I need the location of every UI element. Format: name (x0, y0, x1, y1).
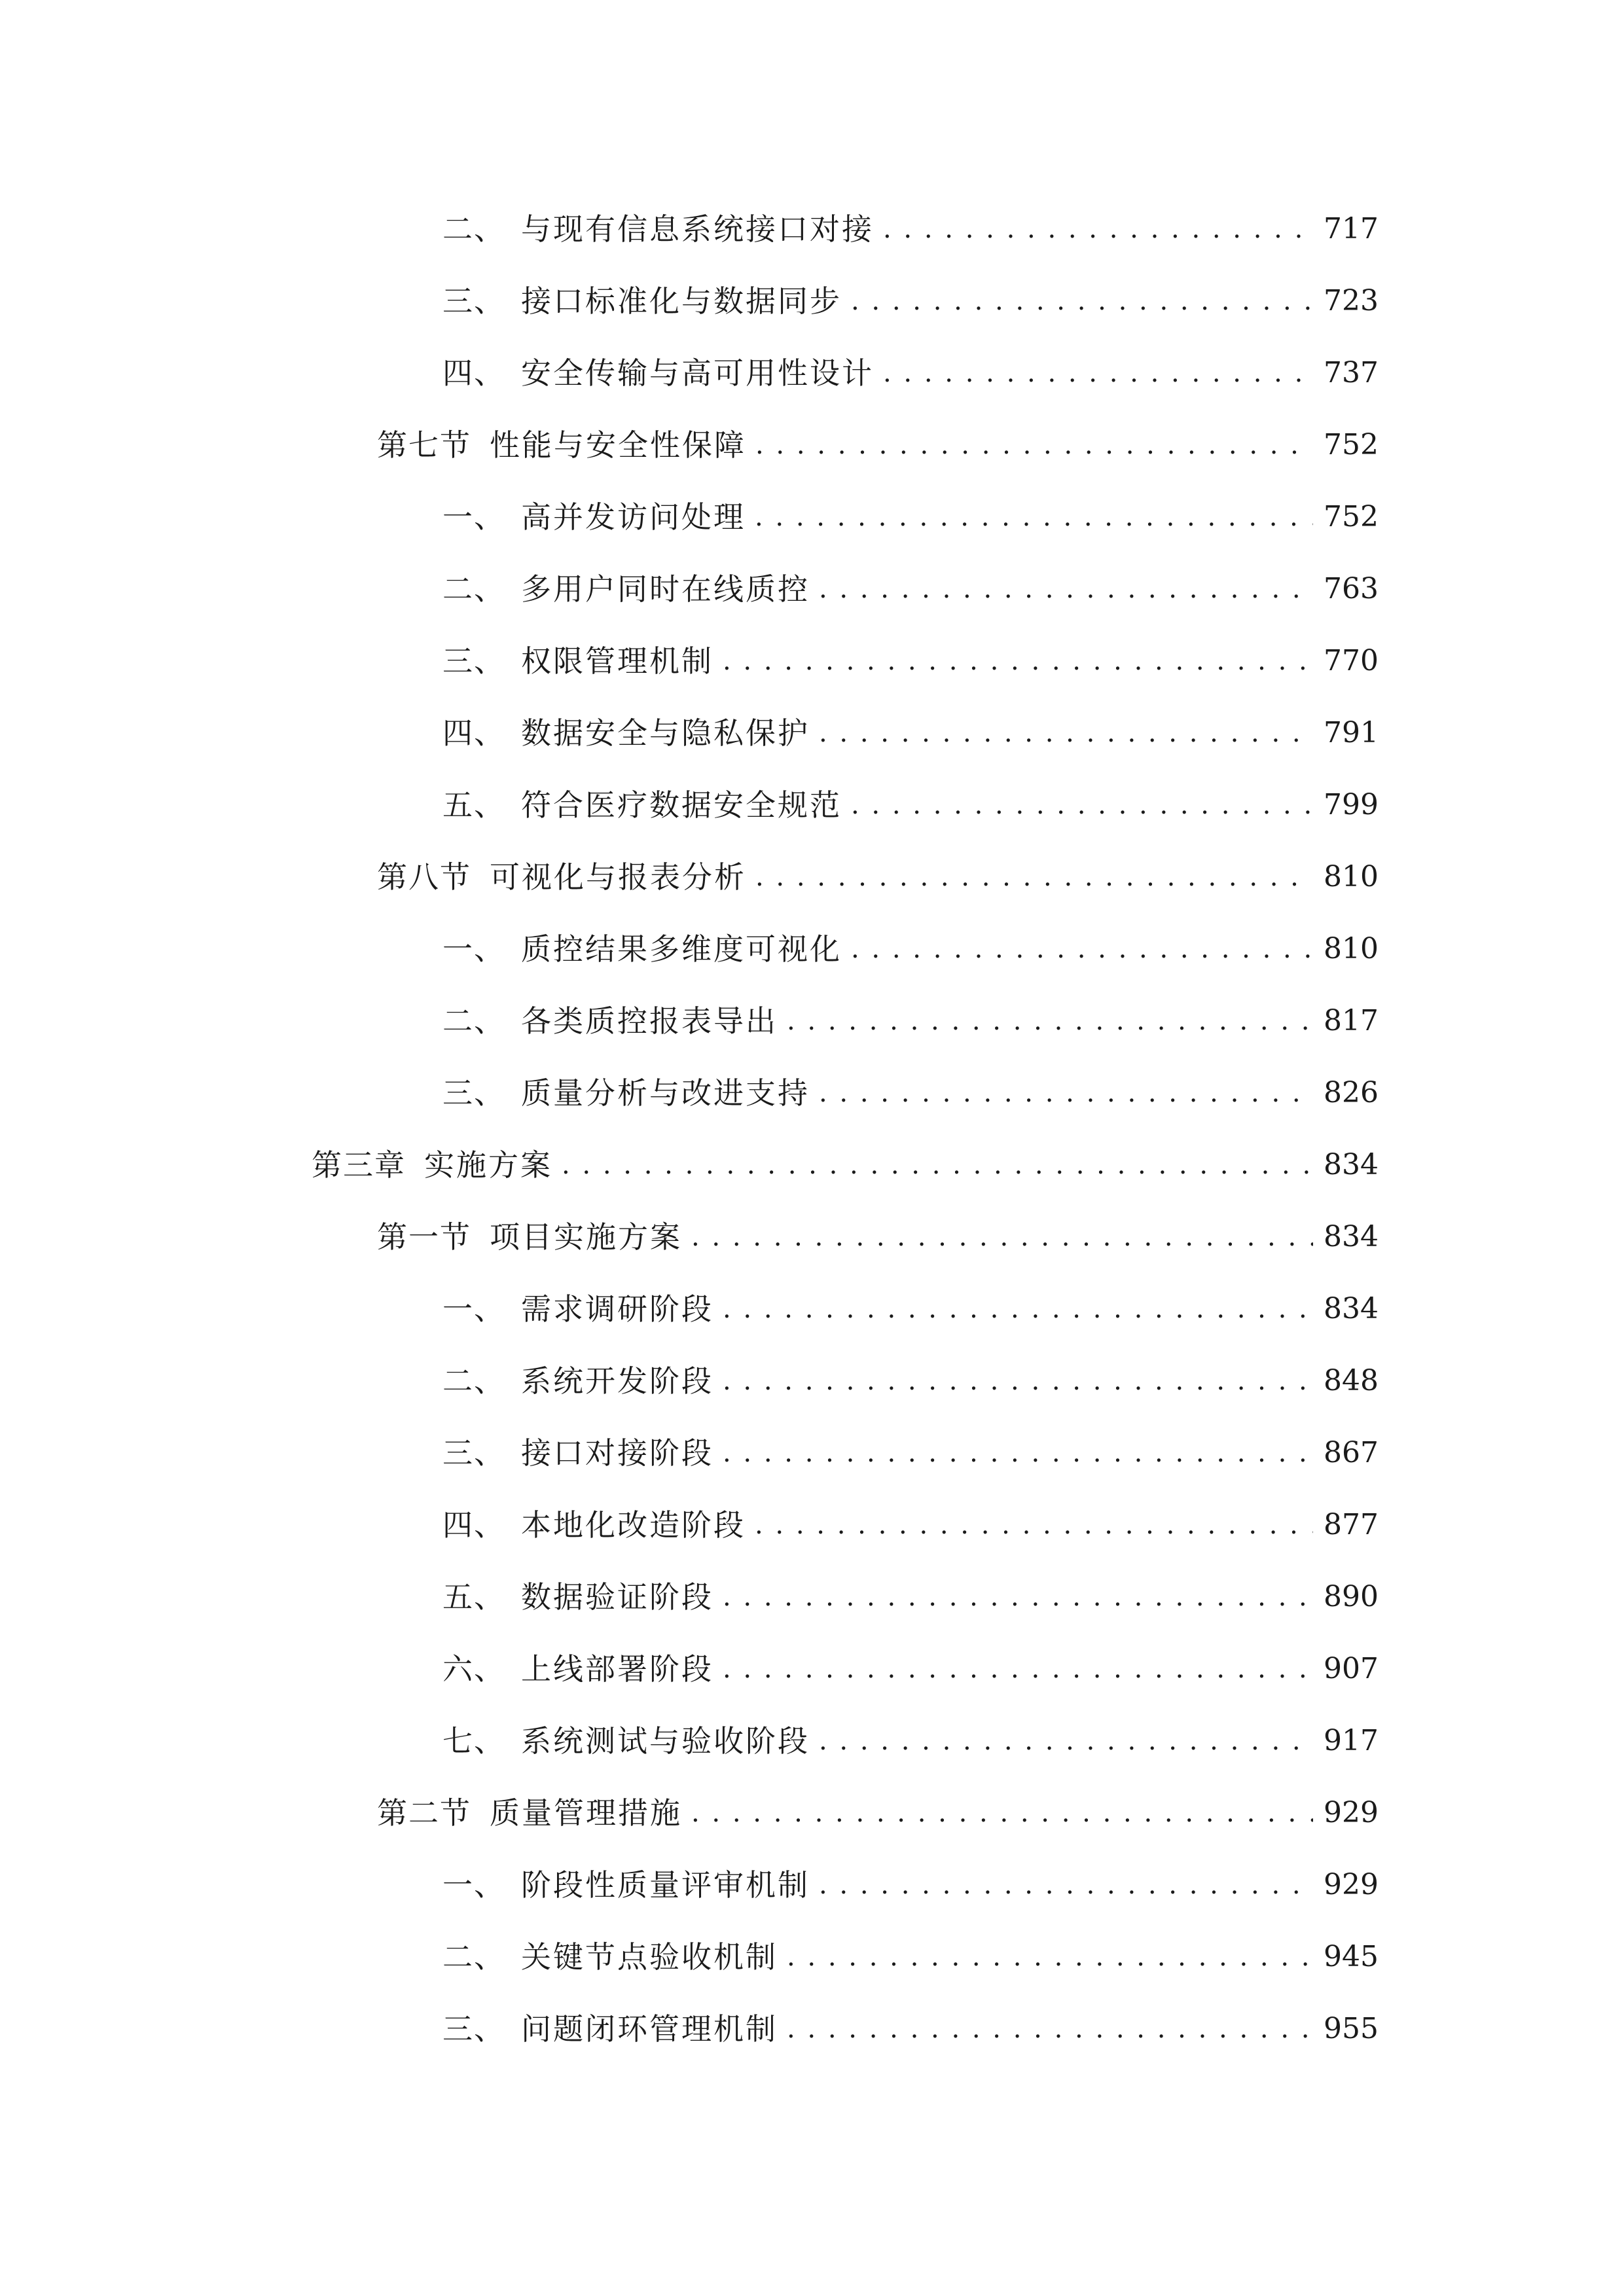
toc-entry-title: 关键节点验收机制 (521, 1939, 778, 1975)
toc-entry-page: 890 (1324, 1580, 1379, 1613)
toc-entry-number: 四、 (442, 1507, 505, 1543)
toc-entry-title: 系统测试与验收阶段 (521, 1723, 810, 1759)
toc-entry[interactable] (442, 995, 1379, 1047)
toc-dot-leader (723, 1571, 1313, 1623)
toc-entry-number: 第二节 (377, 1795, 471, 1831)
toc-dot-leader (787, 995, 1313, 1047)
toc-entry[interactable] (442, 1931, 1379, 1983)
toc-dot-leader (723, 1283, 1313, 1335)
toc-entry-title: 接口对接阶段 (521, 1435, 713, 1471)
toc-dot-leader (755, 1499, 1313, 1551)
toc-entry-title: 多用户同时在线质控 (521, 571, 810, 607)
toc-entry-page: 929 (1324, 1868, 1379, 1901)
toc-entry-title: 安全传输与高可用性设计 (521, 355, 874, 391)
toc-entry-number: 三、 (442, 1435, 505, 1471)
toc-entry-number: 第三章 (312, 1147, 406, 1183)
toc-entry-page: 834 (1324, 1220, 1379, 1253)
toc-dot-leader (723, 1643, 1313, 1695)
toc-entry-number: 一、 (442, 499, 505, 535)
toc-section-entry[interactable] (377, 851, 1379, 903)
toc-entry[interactable] (442, 923, 1379, 975)
toc-entry-page: 799 (1324, 788, 1379, 821)
toc-entry-number: 五、 (442, 787, 505, 823)
toc-dot-leader (819, 1715, 1313, 1767)
toc-entry-title: 实施方案 (424, 1147, 552, 1183)
toc-dot-leader (755, 491, 1313, 543)
toc-entry-title: 性能与安全性保障 (490, 427, 746, 463)
toc-entry-number: 一、 (442, 1291, 505, 1327)
toc-dot-leader (851, 275, 1313, 327)
toc-dot-leader (883, 347, 1313, 399)
toc-entry-page: 791 (1324, 716, 1379, 749)
toc-entry-title: 权限管理机制 (521, 643, 713, 679)
toc-entry-page: 877 (1324, 1508, 1379, 1541)
toc-dot-leader (787, 2003, 1313, 2055)
toc-entry-number: 第八节 (377, 859, 471, 895)
toc-entry[interactable] (442, 1715, 1379, 1767)
toc-section-entry[interactable] (377, 1787, 1379, 1839)
toc-entry-number: 第七节 (377, 427, 471, 463)
toc-entry-page: 817 (1324, 1004, 1379, 1037)
toc-entry[interactable] (442, 1283, 1379, 1335)
toc-entry[interactable] (442, 275, 1379, 327)
toc-dot-leader (819, 1067, 1313, 1119)
toc-chapter-entry[interactable] (312, 1139, 1379, 1191)
toc-section-entry[interactable] (377, 1211, 1379, 1263)
toc-entry-page: 929 (1324, 1796, 1379, 1829)
toc-entry[interactable] (442, 779, 1379, 831)
toc-entry-title: 本地化改造阶段 (521, 1507, 746, 1543)
toc-entry-page: 810 (1324, 860, 1379, 893)
toc-dot-leader (819, 1859, 1313, 1911)
toc-entry-number: 七、 (442, 1723, 505, 1759)
toc-entry-number: 二、 (442, 211, 505, 247)
toc-entry-title: 项目实施方案 (490, 1219, 682, 1255)
toc-entry-page: 752 (1324, 428, 1379, 461)
toc-dot-leader (819, 707, 1313, 759)
toc-entry-page: 907 (1324, 1652, 1379, 1685)
toc-entry-title: 高并发访问处理 (521, 499, 746, 535)
toc-entry[interactable] (442, 203, 1379, 255)
toc-entry-number: 六、 (442, 1651, 505, 1687)
toc-entry[interactable] (442, 1499, 1379, 1551)
toc-entry-page: 723 (1324, 284, 1379, 317)
toc-entry-title: 需求调研阶段 (521, 1291, 713, 1327)
toc-entry-number: 二、 (442, 571, 505, 607)
toc-dot-leader (787, 1931, 1313, 1983)
toc-dot-leader (562, 1139, 1313, 1191)
toc-entry-title: 质控结果多维度可视化 (521, 931, 842, 967)
toc-dot-leader (723, 1355, 1313, 1407)
toc-entry-page: 917 (1324, 1724, 1379, 1757)
toc-entry-title: 接口标准化与数据同步 (521, 283, 842, 319)
toc-entry-title: 各类质控报表导出 (521, 1003, 778, 1039)
toc-entry-page: 810 (1324, 932, 1379, 965)
toc-entry[interactable] (442, 1571, 1379, 1623)
toc-entry-title: 可视化与报表分析 (490, 859, 746, 895)
toc-entry-page: 763 (1324, 572, 1379, 605)
toc-dot-leader (851, 923, 1313, 975)
toc-entry[interactable] (442, 1643, 1379, 1695)
toc-dot-leader (755, 419, 1313, 471)
toc-entry-number: 二、 (442, 1939, 505, 1975)
toc-dot-leader (819, 563, 1313, 615)
toc-entry-title: 阶段性质量评审机制 (521, 1867, 810, 1903)
toc-entry-page: 955 (1324, 2012, 1379, 2045)
toc-entry[interactable] (442, 635, 1379, 687)
toc-entry-title: 质量分析与改进支持 (521, 1075, 810, 1111)
toc-entry-number: 五、 (442, 1579, 505, 1615)
toc-entry-title: 质量管理措施 (490, 1795, 682, 1831)
toc-entry-page: 752 (1324, 500, 1379, 533)
toc-entry-number: 第一节 (377, 1219, 471, 1255)
toc-entry[interactable] (442, 347, 1379, 399)
toc-entry-number: 二、 (442, 1003, 505, 1039)
toc-entry[interactable] (442, 1067, 1379, 1119)
toc-entry-number: 一、 (442, 931, 505, 967)
toc-entry-page: 867 (1324, 1436, 1379, 1469)
toc-entry-page: 770 (1324, 644, 1379, 677)
toc-entry-page: 945 (1324, 1940, 1379, 1973)
toc-dot-leader (851, 779, 1313, 831)
toc-entry-page: 737 (1324, 356, 1379, 389)
toc-section-entry[interactable] (377, 419, 1379, 471)
toc-entry[interactable] (442, 2003, 1379, 2055)
toc-entry-number: 三、 (442, 1075, 505, 1111)
toc-entry-number: 三、 (442, 643, 505, 679)
toc-entry-page: 834 (1324, 1148, 1379, 1181)
toc-entry-number: 一、 (442, 1867, 505, 1903)
toc-entry-number: 二、 (442, 1363, 505, 1399)
toc-entry-title: 与现有信息系统接口对接 (521, 211, 874, 247)
toc-entry[interactable] (442, 1859, 1379, 1911)
toc-dot-leader (691, 1787, 1313, 1839)
toc-entry[interactable] (442, 1355, 1379, 1407)
toc-entry[interactable] (442, 1427, 1379, 1479)
toc-entry-title: 上线部署阶段 (521, 1651, 713, 1687)
toc-entry-page: 717 (1324, 212, 1379, 245)
toc-entry[interactable] (442, 563, 1379, 615)
toc-entry[interactable] (442, 491, 1379, 543)
toc-entry-page: 826 (1324, 1076, 1379, 1109)
toc-entry-title: 系统开发阶段 (521, 1363, 713, 1399)
toc-entry-title: 数据安全与隐私保护 (521, 715, 810, 751)
toc-dot-leader (723, 1427, 1313, 1479)
toc-dot-leader (723, 635, 1313, 687)
toc-dot-leader (883, 203, 1313, 255)
toc-entry-number: 四、 (442, 715, 505, 751)
toc-dot-leader (755, 851, 1313, 903)
toc-dot-leader (691, 1211, 1313, 1263)
toc-entry-page: 848 (1324, 1364, 1379, 1397)
toc-entry-title: 符合医疗数据安全规范 (521, 787, 842, 823)
toc-entry-number: 四、 (442, 355, 505, 391)
toc-entry-number: 三、 (442, 2011, 505, 2047)
toc-entry-title: 数据验证阶段 (521, 1579, 713, 1615)
toc-entry[interactable] (442, 707, 1379, 759)
toc-entry-number: 三、 (442, 283, 505, 319)
toc-entry-page: 834 (1324, 1292, 1379, 1325)
toc-entry-title: 问题闭环管理机制 (521, 2011, 778, 2047)
